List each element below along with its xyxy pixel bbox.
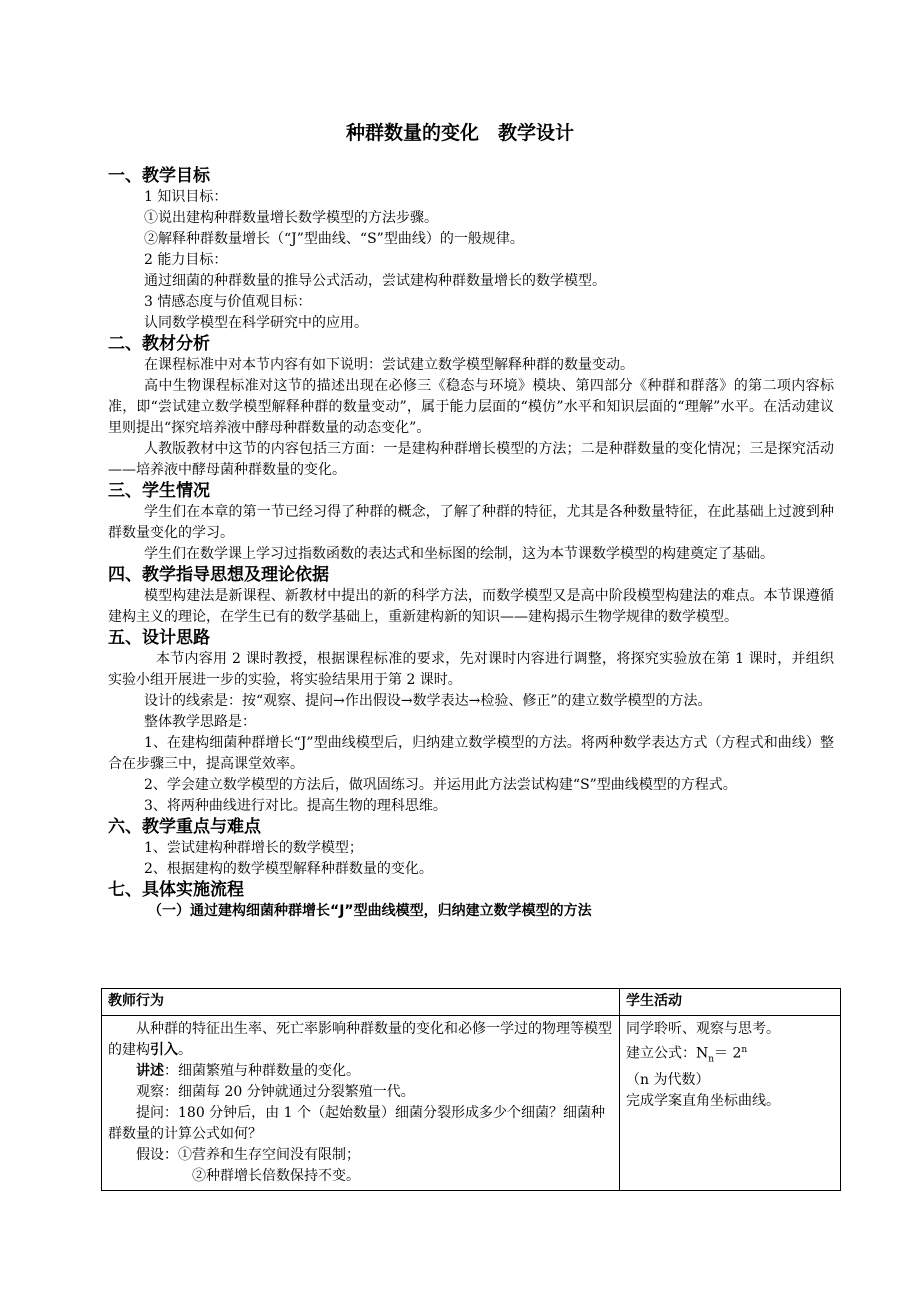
formula-text: ＝ 2 xyxy=(714,1045,742,1062)
paragraph: 高中生物课程标准对这节的描述出现在必修三《稳态与环境》模块、第四部分《种群和群落》的第二项内容标准，即“尝试建立数学模型解释种群的数量变动”，属于能力层面的“模仿”水平和知识层面的“理解”水平。在活动建议里则提出“探究培养液中酵母种群数量的动态变化”。 xyxy=(108,378,834,436)
cell-text: ：细菌繁殖与种群数量的变化。 xyxy=(164,1063,360,1079)
paragraph: 人教版教材中这节的内容包括三方面：一是建构种群增长模型的方法；二是种群数量的变化情况；三是探究活动——培养液中酵母菌种群数量的变化。 xyxy=(108,441,834,478)
paragraph: 设计的线索是：按“观察、提问→作出假设→数学表达→检验、修正”的建立数学模型的方法。 xyxy=(144,693,712,709)
section-heading-material: 二、教材分析 xyxy=(108,334,210,354)
activity-table xyxy=(101,988,841,1191)
section-heading-students: 三、学生情况 xyxy=(108,481,210,501)
teacher-cell xyxy=(102,1016,620,1191)
paragraph: 模型构建法是新课程、新教材中提出的新的科学方法，而数学模型又是高中阶段模型构建法的难点。本节课遵循建构主义的理论，在学生已有的数学基础上，重新建构新的知识——建构揭示生物学规律的数学模型。 xyxy=(108,588,834,625)
paragraph: 1、在建构细菌种群增长“J”型曲线模型后，归纳建立数学模型的方法。将两种数学表达方式（方程式和曲线）整合在步骤三中，提高课堂效率。 xyxy=(108,735,834,772)
cell-paragraph: 假设：①营养和生存空间没有限制； xyxy=(136,1147,360,1163)
paragraph: 学生们在本章的第一节已经习得了种群的概念，了解了种群的特征，尤其是各种数量特征，在此基础上过渡到种群数量变化的学习。 xyxy=(108,504,834,541)
paragraph: 3 情感态度与价值观目标： xyxy=(144,294,312,310)
cell-paragraph xyxy=(108,1061,613,1082)
cell-paragraph: 完成学案直角坐标曲线。 xyxy=(626,1093,780,1110)
column-header-student: 学生活动 xyxy=(620,989,841,1016)
cell-text: 从种群的特征出生率、死亡率影响种群数量的变化和必修一学过的物理等模型的建构 xyxy=(108,1021,612,1058)
paragraph: 认同数学模型在科学研究中的应用。 xyxy=(144,315,368,331)
section-heading-process: 七、具体实施流程 xyxy=(108,880,244,900)
paragraph: 在课程标准中对本节内容有如下说明：尝试建立数学模型解释种群的数量变动。 xyxy=(144,357,634,373)
formula-text: 建立公式：N xyxy=(626,1045,709,1062)
paragraph: 3、将两种曲线进行对比。提高生物的理科思维。 xyxy=(144,798,447,814)
document-body xyxy=(108,166,834,922)
subsection-heading: （一）通过建构细菌种群增长“J”型曲线模型，归纳建立数学模型的方法 xyxy=(148,903,592,919)
cell-paragraph: （n 为代数） xyxy=(626,1072,710,1089)
section-heading-objectives: 一、教学目标 xyxy=(108,166,210,186)
paragraph: 2、学会建立数学模型的方法后，做巩固练习。并运用此方法尝试构建“S”型曲线模型的方程式。 xyxy=(144,777,737,793)
paragraph: 1 知识目标： xyxy=(144,189,228,205)
paragraph: 2、根据建构的数学模型解释种群数量的变化。 xyxy=(144,861,433,877)
paragraph: ①说出建构种群数量增长数学模型的方法步骤。 xyxy=(144,210,438,226)
cell-paragraph xyxy=(108,1019,613,1061)
cell-paragraph: 观察：细菌每 20 分钟就通过分裂繁殖一代。 xyxy=(136,1084,415,1100)
cell-text: 。 xyxy=(178,1042,192,1058)
cell-text-bold: 引入 xyxy=(150,1042,178,1058)
paragraph: 2 能力目标： xyxy=(144,252,228,268)
section-heading-keypoints: 六、教学重点与难点 xyxy=(108,817,261,837)
formula-superscript: n xyxy=(741,1045,748,1055)
cell-paragraph: 同学聆听、观察与思考。 xyxy=(626,1021,780,1037)
section-heading-theory: 四、教学指导思想及理论依据 xyxy=(108,565,329,585)
student-cell xyxy=(620,1016,841,1191)
paragraph: 整体教学思路是： xyxy=(144,714,256,730)
formula-line xyxy=(626,1040,834,1070)
paragraph: 通过细菌的种群数量的推导公式活动，尝试建构种群数量增长的数学模型。 xyxy=(144,273,606,289)
section-heading-design: 五、设计思路 xyxy=(108,628,210,648)
cell-paragraph: 提问：180 分钟后，由 1 个（起始数量）细菌分裂形成多少个细菌？细菌种群数量的计算公式如何？ xyxy=(108,1105,605,1142)
cell-paragraph: ②种群增长倍数保持不变。 xyxy=(192,1168,360,1184)
cell-text-bold: 讲述 xyxy=(136,1063,164,1079)
paragraph: 学生们在数学课上学习过指数函数的表达式和坐标图的绘制，这为本节课数学模型的构建奠定了基础。 xyxy=(144,546,774,562)
table-header-row xyxy=(102,989,841,1016)
paragraph: 1、尝试建构种群增长的数学模型； xyxy=(144,840,363,856)
formula-subscript: n xyxy=(708,1054,715,1065)
paragraph: 本节内容用 2 课时教授，根据课程标准的要求，先对课时内容进行调整，将探究实验放在第 1 课时，并组织实验小组开展进一步的实验，将实验结果用于第 2 课时。 xyxy=(108,651,834,688)
paragraph: ②解释种群数量增长（“J”型曲线、“S”型曲线）的一般规律。 xyxy=(144,231,524,247)
document-title: 种群数量的变化 教学设计 xyxy=(345,122,574,144)
table-row xyxy=(102,1016,841,1191)
column-header-teacher: 教师行为 xyxy=(102,989,620,1016)
